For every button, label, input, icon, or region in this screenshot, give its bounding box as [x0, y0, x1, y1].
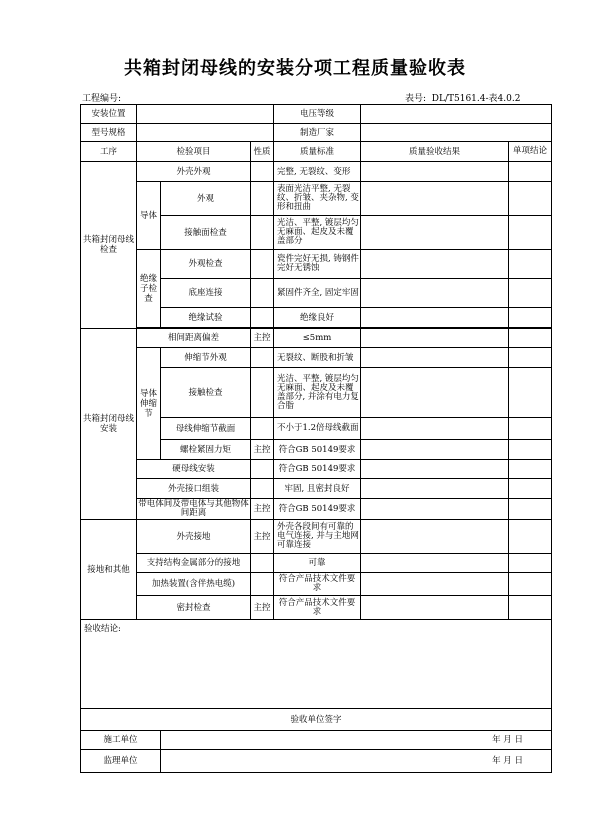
result-cell[interactable]: [361, 440, 509, 460]
supervision-unit-label: 监理单位: [81, 750, 161, 773]
table-no: [405, 91, 520, 104]
result-cell[interactable]: [361, 573, 509, 596]
nature-cell: [251, 418, 274, 440]
conclusion-cell[interactable]: [509, 573, 552, 596]
standard-cell: 绝缘良好: [274, 308, 361, 328]
col-result: 质量验收结果: [361, 142, 509, 162]
result-cell[interactable]: [361, 418, 509, 440]
result-cell[interactable]: [361, 554, 509, 573]
standard-cell: 符合GB 50149要求: [274, 440, 361, 460]
result-cell[interactable]: [361, 162, 509, 182]
conclusion-cell[interactable]: [509, 348, 552, 368]
standard-cell: 无裂纹、断股和折皱: [274, 348, 361, 368]
result-cell[interactable]: [361, 368, 509, 418]
conclusion-cell[interactable]: [509, 460, 552, 479]
result-cell[interactable]: [361, 499, 509, 520]
construction-date[interactable]: 年 月 日: [161, 731, 552, 750]
conclusion-cell[interactable]: [509, 162, 552, 182]
nature-cell: [251, 554, 274, 573]
sign-title: 验收单位签字: [81, 709, 552, 731]
insulator-group: 绝缘子检查: [137, 250, 161, 328]
item-label: 外壳接地: [137, 520, 251, 554]
conclusion-cell[interactable]: [509, 216, 552, 250]
inspection-table: [80, 104, 552, 773]
item-label: 支持结构金属部分的接地: [137, 554, 251, 573]
item-label: 硬母线安装: [137, 460, 251, 479]
result-cell[interactable]: [361, 250, 509, 279]
standard-cell: 完整, 无裂纹、变形: [274, 162, 361, 182]
conclusion-cell[interactable]: [509, 554, 552, 573]
col-conclusion: 单项结论: [509, 142, 552, 162]
nature-cell: [251, 348, 274, 368]
expansion-group: 导体伸缩节: [137, 348, 161, 460]
standard-cell: 不小于1.2倍母线截面: [274, 418, 361, 440]
section-process: 接地和其他: [81, 520, 137, 620]
manufacturer-value[interactable]: [361, 124, 552, 142]
nature-cell: [251, 250, 274, 279]
nature-cell: 主控: [251, 499, 274, 520]
standard-cell: 牢固, 且密封良好: [274, 479, 361, 499]
conclusion-area[interactable]: [81, 620, 552, 709]
col-quality-standard: 质量标准: [274, 142, 361, 162]
nature-cell: 主控: [251, 520, 274, 554]
nature-cell: [251, 216, 274, 250]
nature-cell: [251, 279, 274, 308]
nature-cell: [251, 162, 274, 182]
conclusion-cell[interactable]: [509, 182, 552, 216]
result-cell[interactable]: [361, 308, 509, 328]
item-label: 相间距离偏差: [137, 329, 251, 348]
conductor-group: 导体: [137, 182, 161, 250]
conclusion-cell[interactable]: [509, 308, 552, 328]
item-label: 绝缘试验: [161, 308, 251, 328]
result-cell[interactable]: [361, 279, 509, 308]
item-label: 外壳外观: [137, 162, 251, 182]
item-label: 接触检查: [161, 368, 251, 418]
col-process: 工序: [81, 142, 137, 162]
section-process: 共箱封闭母线安装: [81, 329, 137, 520]
conclusion-cell[interactable]: [509, 329, 552, 348]
conclusion-cell[interactable]: [509, 418, 552, 440]
standard-cell: ≤5mm: [274, 329, 361, 348]
conclusion-cell[interactable]: [509, 520, 552, 554]
model-spec-label: 型号规格: [81, 124, 137, 142]
item-label: 带电体间及带电体与其他物体间距离: [138, 499, 249, 518]
standard-cell: 光洁、平整, 镀层均匀无麻面、起皮及未覆盖部分, 并涂有电力复合脂: [274, 368, 361, 418]
item-label: 外观: [161, 182, 251, 216]
table-no-label: 表号:: [405, 94, 427, 104]
result-cell[interactable]: [361, 596, 509, 620]
nature-cell: 主控: [251, 329, 274, 348]
item-label: 母线伸缩节截面: [161, 418, 251, 440]
manufacturer-label: 制造厂家: [274, 124, 361, 142]
col-inspection-item: 检验项目: [137, 142, 251, 162]
standard-cell: 符合产品技术文件要求: [274, 596, 361, 620]
item-label: 密封检查: [137, 596, 251, 620]
item-label: 外壳接口组装: [137, 479, 251, 499]
standard-cell: 光洁、平整, 镀层均匀无麻面、起皮及未覆盖部分: [274, 216, 361, 250]
construction-unit-label: 施工单位: [81, 731, 161, 750]
section-process: 共箱封闭母线检查: [81, 162, 137, 329]
nature-cell: [251, 182, 274, 216]
item-label: 加热装置(含伴热电缆): [137, 573, 251, 596]
install-location-label: 安装位置: [81, 105, 137, 124]
nature-cell: 主控: [251, 596, 274, 620]
result-cell[interactable]: [361, 182, 509, 216]
standard-cell: 符合产品技术文件要求: [274, 573, 361, 596]
nature-cell: 主控: [251, 440, 274, 460]
standard-cell: 外壳各段间有可靠的电气连接, 并与主地网可靠连接: [274, 520, 361, 554]
item-label: 伸缩节外观: [161, 348, 251, 368]
nature-cell: [251, 479, 274, 499]
result-cell[interactable]: [361, 348, 509, 368]
standard-cell: 可靠: [274, 554, 361, 573]
standard-cell: 瓷件完好无损, 铸钢件完好无锈蚀: [274, 250, 361, 279]
result-cell[interactable]: [361, 216, 509, 250]
result-cell[interactable]: [361, 479, 509, 499]
conclusion-cell[interactable]: [509, 279, 552, 308]
standard-cell: 符合GB 50149要求: [274, 460, 361, 479]
conclusion-cell[interactable]: [509, 250, 552, 279]
conclusion-cell[interactable]: [509, 499, 552, 520]
model-spec-value[interactable]: [137, 124, 274, 142]
project-no-label: 工程编号:: [82, 94, 122, 104]
nature-cell: [251, 308, 274, 328]
conclusion-cell[interactable]: [509, 596, 552, 620]
item-label: 螺栓紧固力矩: [161, 440, 251, 460]
col-nature: 性质: [251, 142, 274, 162]
result-cell[interactable]: [361, 520, 509, 554]
standard-cell: 紧固件齐全, 固定牢固: [274, 279, 361, 308]
standard-cell: 表面光洁平整, 无裂纹、折皱、夹杂物, 变形和扭曲: [274, 182, 361, 216]
conclusion-cell[interactable]: [509, 479, 552, 499]
item-label: 接触面检查: [161, 216, 251, 250]
page-title: 共箱封闭母线的安装分项工程质量验收表: [124, 58, 466, 79]
conclusion-cell[interactable]: [509, 368, 552, 418]
item-label: 外观检查: [161, 250, 251, 279]
conclusion-label: 验收结论:: [84, 624, 121, 634]
nature-cell: [251, 573, 274, 596]
voltage-level-value[interactable]: [361, 105, 552, 124]
item-label: 底座连接: [161, 279, 251, 308]
conclusion-cell[interactable]: [509, 440, 552, 460]
nature-cell: [251, 368, 274, 418]
result-cell[interactable]: [361, 329, 509, 348]
install-location-value[interactable]: [137, 105, 274, 124]
nature-cell: [251, 460, 274, 479]
result-cell[interactable]: [361, 460, 509, 479]
standard-cell: 符合GB 50149要求: [274, 499, 361, 520]
voltage-level-label: 电压等级: [274, 105, 361, 124]
supervision-date[interactable]: 年 月 日: [161, 750, 552, 773]
table-no-value: DL/T5161.4-表4.0.2: [431, 94, 521, 104]
